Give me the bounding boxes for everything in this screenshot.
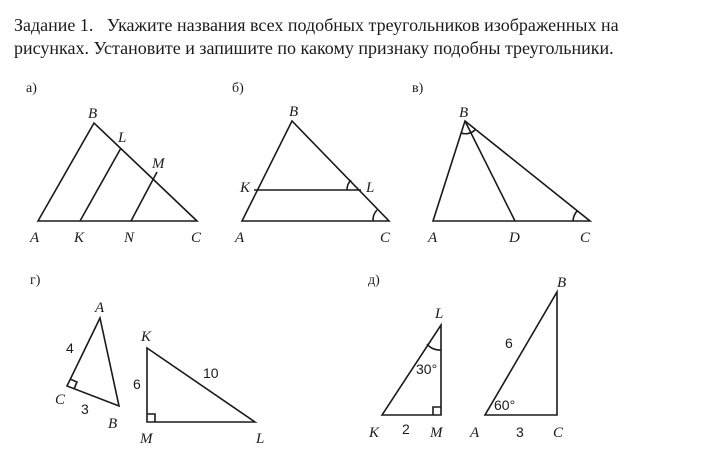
- point-a-label: A: [470, 425, 480, 441]
- angle-a-value: 60°: [494, 397, 516, 413]
- length-kl: 10: [203, 365, 219, 381]
- segment-bd: [465, 121, 515, 221]
- triangle-abc: [242, 121, 389, 221]
- task-line-2: рисунках. Установите и запишите по какому признаку подобны треугольники.: [14, 38, 614, 58]
- point-l-label: L: [256, 431, 265, 447]
- segment-kl: [80, 148, 121, 221]
- triangle-acb: [67, 318, 119, 406]
- point-a-label: A: [95, 300, 105, 316]
- figure-b: [232, 81, 391, 246]
- triangle-abc: [433, 121, 590, 221]
- figure-d: [368, 273, 566, 441]
- point-a-label: A: [235, 230, 245, 246]
- point-l-label: L: [118, 130, 127, 146]
- figure-b-caption: б): [232, 81, 244, 96]
- point-m-label: M: [430, 425, 443, 441]
- point-c-label: C: [55, 392, 66, 408]
- length-km: 6: [133, 376, 141, 392]
- length-km: 2: [402, 421, 410, 437]
- figure-a: [26, 81, 202, 246]
- figure-d-caption: д): [368, 273, 380, 288]
- triangle-kml: [147, 348, 255, 422]
- point-a-label: A: [30, 230, 40, 246]
- angle-l-arc: [347, 180, 351, 190]
- figure-v: [412, 81, 591, 246]
- point-k-label: K: [369, 425, 380, 441]
- length-cb: 3: [81, 401, 89, 417]
- point-a-label: A: [428, 230, 438, 246]
- point-c-label: C: [191, 230, 202, 246]
- angle-l-arc: [427, 344, 441, 350]
- angle-l-value: 30°: [416, 361, 438, 377]
- figure-g: [30, 273, 264, 447]
- angle-c-arc: [573, 211, 577, 221]
- length-ab: 6: [505, 335, 513, 351]
- point-l-label: L: [366, 180, 375, 196]
- point-b-label: B: [289, 104, 299, 120]
- point-b-label: B: [88, 106, 98, 122]
- point-l-label: L: [435, 306, 444, 322]
- task-title: Задание 1.: [14, 15, 94, 35]
- figure-v-caption: в): [412, 81, 424, 96]
- angle-b-arc: [461, 130, 475, 134]
- point-b-label: B: [108, 416, 118, 432]
- point-b-label: B: [557, 275, 567, 291]
- length-ac: 4: [66, 340, 74, 356]
- point-k-label: K: [240, 180, 251, 196]
- right-angle-m: [433, 407, 441, 415]
- point-b-label: B: [459, 105, 469, 121]
- point-m-label: M: [152, 156, 165, 172]
- length-ac: 3: [516, 424, 524, 440]
- point-n-label: N: [124, 230, 135, 246]
- point-d-label: D: [509, 230, 520, 246]
- angle-c-arc: [373, 210, 377, 221]
- figure-g-caption: г): [30, 273, 41, 288]
- point-m-label: M: [140, 431, 153, 447]
- point-c-label: C: [553, 425, 564, 441]
- point-c-label: C: [380, 230, 391, 246]
- task-line-1-text: Укажите названия всех подобных треугольников изображенных на: [106, 15, 619, 35]
- segment-nm: [131, 172, 157, 221]
- point-c-label: C: [580, 230, 591, 246]
- point-k-label: K: [141, 329, 152, 345]
- right-angle-m: [147, 414, 155, 422]
- figure-a-caption: а): [26, 81, 37, 96]
- point-k-label: K: [74, 230, 85, 246]
